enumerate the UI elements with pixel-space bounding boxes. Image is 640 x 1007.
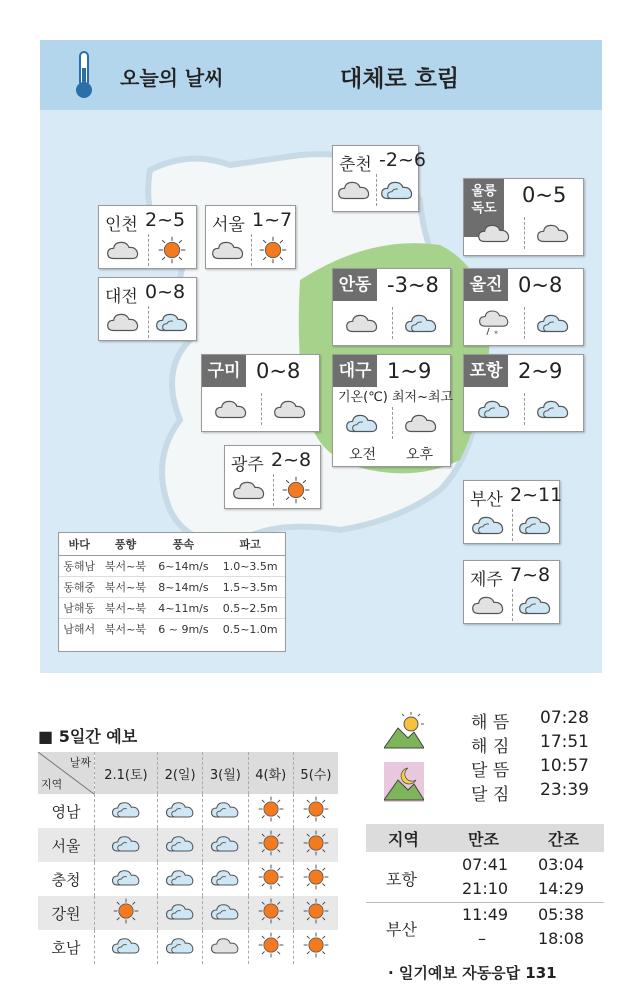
forecast-cell [95,862,158,896]
tide-low: 14:29 [538,879,585,898]
am-pm-divider [512,589,513,621]
city-name-tag: 포항 [464,355,508,387]
am-pm-divider [251,234,252,266]
forecast-row [38,930,338,964]
sun-icon [282,476,310,504]
sun-moon-label: 해 뜸 [471,713,510,733]
forecast-cell [203,896,248,930]
forecast-region: 충청 [38,862,95,896]
cloud-icon [273,397,307,421]
forecast-cell [293,794,338,828]
partly-cloudy-icon [345,411,379,435]
forecast-cell [293,828,338,862]
tide-header: 간조 [548,830,579,849]
partly-cloudy-icon [210,799,240,820]
sunrise-mountain-icon [384,710,424,750]
sun-icon [158,236,186,264]
am-pm-divider [392,307,393,339]
city-temp: 1~7 [252,209,293,231]
tide-high: 21:10 [462,879,509,898]
cloud-icon [345,311,379,335]
city-card-pohang [463,354,584,432]
city-temp: 2~8 [271,449,312,471]
footer-phone: · 일기예보 자동응답 131 [388,964,557,982]
sea-cell: 남해동 [59,598,99,619]
city-temp: -2~6 [379,149,426,171]
cloud-icon [536,221,570,245]
forecast-cell [248,794,293,828]
forecast-cell [203,828,248,862]
am-pm-divider [524,307,525,339]
page-title: 오늘의 날씨 [120,66,224,90]
sea-cell: 1.5~3.5m [215,577,285,598]
city-name: 인천 [105,215,138,235]
sun-moon-time: 17:51 [540,732,589,752]
sea-row [59,598,285,619]
city-name-tag: 구미 [202,355,246,387]
sea-cell: 동해중 [59,577,99,598]
city-temp: 0~8 [145,281,186,303]
forecast-cell [157,896,202,930]
am-pm-divider [524,393,525,425]
partly-cloudy-icon [210,867,240,888]
forecast-cell [203,930,248,964]
tide-region: 부산 [386,920,417,939]
forecast-cell [203,862,248,896]
am-pm-divider [524,217,525,249]
sea-cell: 동해남 [59,556,99,577]
city-card-incheon [98,205,197,269]
forecast-table [38,752,338,964]
pm-label: 오후 [406,447,434,463]
partly-cloudy-icon [471,513,505,537]
forecast-corner [38,752,95,794]
forecast-cell [157,828,202,862]
forecast-row [38,828,338,862]
city-card-seoul [205,205,296,269]
city-card-andong [332,268,451,346]
partly-cloudy-icon [380,178,414,202]
partly-cloudy-icon [111,935,141,956]
partly-cloudy-icon [477,397,511,421]
forecast-cell [95,828,158,862]
am-pm-divider [148,306,149,338]
sea-header: 파고 [215,533,285,556]
sun-icon [303,830,329,856]
partly-cloudy-icon [518,513,552,537]
forecast-row [38,794,338,828]
am-pm-divider [512,509,513,541]
partly-cloudy-icon [536,311,570,335]
forecast-region: 영남 [38,794,95,828]
am-pm-divider [148,234,149,266]
forecast-cell [293,862,338,896]
partly-cloudy-icon [536,397,570,421]
city-card-gumi [201,354,320,432]
forecast-cell [293,896,338,930]
forecast-region: 서울 [38,828,95,862]
forecast-cell [203,794,248,828]
city-name-tag: 울진 [464,269,508,301]
sea-conditions-table [58,532,286,652]
tide-header: 만조 [468,830,499,849]
city-name: 서울 [212,215,245,235]
tide-high: 07:41 [462,855,509,874]
tide-table-header [366,824,604,852]
tide-low: 05:38 [538,905,585,924]
sun-icon [303,796,329,822]
sun-moon-time: 10:57 [540,756,589,776]
cloud-icon [106,238,140,262]
sun-moon-label: 해 짐 [471,737,510,757]
forecast-title: ■ 5일간 예보 [38,727,138,746]
city-temp: 2~11 [510,484,563,506]
sea-cell: 6 ~ 9m/s [158,622,209,636]
city-card-gwangju [224,445,321,509]
city-card-uljin [463,268,584,346]
sun-icon [258,932,284,958]
sun-icon [303,864,329,890]
forecast-day: 2(일) [157,752,202,794]
am-pm-divider [273,474,274,506]
tide-high: – [478,929,486,948]
rain-snow-icon [478,308,510,338]
city-temp: 2~5 [145,209,186,231]
forecast-region: 강원 [38,896,95,930]
city-name: 부산 [470,490,503,510]
forecast-cell [95,896,158,930]
sun-moon-time: 07:28 [540,708,589,728]
sea-header: 풍향 [99,533,151,556]
moon-mountain-icon [384,762,424,802]
city-name-tag: 울릉 독도 [464,179,504,237]
sun-icon [258,830,284,856]
forecast-row [38,896,338,930]
city-card-busan [463,480,563,544]
sea-cell: 북서~북 [104,623,147,636]
sea-cell: 4~11m/s [152,598,216,619]
am-label: 오전 [349,447,377,463]
cloud-icon [471,593,505,617]
tide-divider [366,902,604,903]
sun-moon-label: 달 짐 [471,785,510,805]
partly-cloudy-icon [404,311,438,335]
forecast-cell [248,862,293,896]
cloud-icon [211,238,245,262]
forecast-day: 2.1(토) [95,752,158,794]
am-pm-divider [392,407,393,439]
tide-low: 18:08 [538,929,585,948]
cloud-icon [106,310,140,334]
partly-cloudy-icon [165,799,195,820]
forecast-cell [157,930,202,964]
weather-summary: 대체로 흐림 [340,66,460,92]
partly-cloudy-icon [155,310,189,334]
sun-moon-label: 달 뜸 [471,761,510,781]
city-temp: 1~9 [387,359,432,383]
partly-cloudy-icon [518,593,552,617]
sea-row [59,577,285,598]
sun-icon [303,898,329,924]
forecast-day: 5(수) [293,752,338,794]
city-name: 대전 [105,287,138,307]
partly-cloudy-icon [111,833,141,854]
city-name: 춘천 [339,155,372,175]
cloud-icon [337,178,371,202]
sea-cell: 0.5~2.5m [215,598,285,619]
partly-cloudy-icon [165,867,195,888]
sun-icon [258,864,284,890]
cloud-icon [404,411,438,435]
city-temp: 0~8 [518,273,563,297]
partly-cloudy-icon [111,867,141,888]
city-name: 제주 [470,570,503,590]
sun-icon [303,932,329,958]
sea-cell: 북서~북 [99,598,151,619]
tide-high: 11:49 [462,905,509,924]
cloud-icon [232,478,266,502]
city-card-jeju [463,560,560,624]
thermometer-icon [72,50,96,100]
city-name: 광주 [231,455,264,475]
partly-cloudy-icon [165,833,195,854]
forecast-cell [95,930,158,964]
forecast-day: 3(월) [203,752,248,794]
tide-low: 03:04 [538,855,585,874]
partly-cloudy-icon [210,833,240,854]
sea-row [59,556,285,577]
forecast-cell [293,930,338,964]
sun-moon-time: 23:39 [540,780,589,800]
partly-cloudy-icon [165,901,195,922]
city-temp: 2~9 [518,359,563,383]
city-temp: 7~8 [510,564,551,586]
sun-icon [259,236,287,264]
city-temp: 0~5 [522,183,567,207]
sun-icon [113,898,139,924]
sea-cell: 0.5~1.0m [222,622,278,636]
forecast-cell [248,896,293,930]
forecast-row [38,862,338,896]
sea-cell: 북서~북 [99,577,151,598]
partly-cloudy-icon [210,901,240,922]
corner-region-label: 지역 [41,778,63,791]
sun-icon [258,898,284,924]
city-card-daejeon [98,277,197,341]
am-pm-divider [376,174,377,206]
city-temp: 0~8 [256,359,301,383]
partly-cloudy-icon [111,799,141,820]
sea-cell: 8~14m/s [152,577,216,598]
city-temp: -3~8 [387,273,439,297]
city-name-tag: 대구 [333,355,377,387]
temp-legend: 기온(℃) 최저~최고 [338,390,454,405]
city-card-chuncheon [332,145,426,212]
forecast-cell [248,930,293,964]
sun-icon [258,796,284,822]
tide-region: 포항 [386,870,417,889]
forecast-cell [248,828,293,862]
sea-cell: 북서~북 [99,556,151,577]
corner-date-label: 날짜 [69,756,91,769]
cloud-icon [210,935,240,956]
city-name-tag: 안동 [333,269,377,301]
am-pm-divider [261,393,262,425]
cloud-icon [477,221,511,245]
partly-cloudy-icon [165,935,195,956]
city-card-ulleung [463,178,584,256]
tide-header: 지역 [388,830,419,849]
forecast-day: 4(화) [248,752,293,794]
sea-cell: 1.0~3.5m [215,556,285,577]
sea-cell: 남해서 [63,623,96,636]
cloud-icon [214,397,248,421]
forecast-cell [157,794,202,828]
forecast-region: 호남 [38,930,95,964]
sea-row [59,619,285,640]
map-header [40,40,602,110]
sea-cell: 6~14m/s [152,556,216,577]
forecast-cell [95,794,158,828]
sea-header: 바다 [59,533,99,556]
sea-header: 풍속 [152,533,216,556]
forecast-cell [157,862,202,896]
